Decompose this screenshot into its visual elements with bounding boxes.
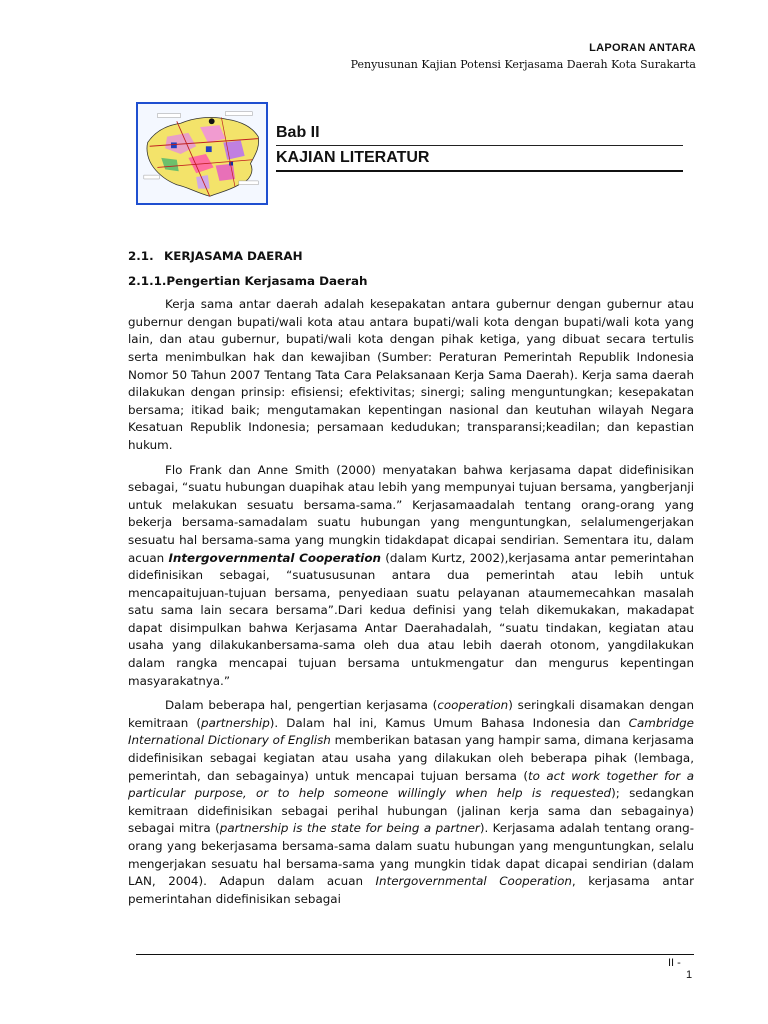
text-run: ) seringkali disamakan dengan kemitraan ( — [128, 698, 695, 730]
text-run: Intergovernmental Cooperation — [375, 874, 572, 889]
page-number: 1 — [686, 969, 693, 981]
document-body — [128, 248, 694, 915]
text-run: Intergovernmental Cooperation — [168, 550, 382, 565]
text-run: Cambridge International Dictionary of English — [128, 715, 694, 748]
paragraph — [128, 462, 694, 691]
section-title: KERJASAMA DAERAH — [164, 249, 303, 263]
chapter-underline — [276, 170, 683, 172]
text-run: cooperation — [437, 698, 509, 713]
chapter-label: Bab II — [276, 124, 320, 141]
footer-divider — [136, 954, 694, 955]
text-run: to act work together for a particular purpose, or to help someone willingly when help is requested — [128, 768, 694, 801]
text-run: Dalam beberapa hal, pengertian kerjasama ( — [165, 698, 438, 713]
subsection-heading: 2.1.1.Pengertian Kerjasama Daerah — [128, 273, 368, 288]
section-heading — [128, 248, 694, 266]
page-prefix: II - — [668, 957, 681, 969]
text-run: memberikan batasan yang hampir sama, dimana kerjasama didefinisikan sebagai kegiatan atau usaha yang dilakukan oleh beberapa pihak (lembaga, pemerintah, dan sebagainya) untuk mencapai tujuan bersama ( — [128, 733, 694, 783]
paragraph — [128, 697, 694, 908]
city-map-thumbnail — [136, 102, 268, 205]
text-run: ); sedangkan kemitraan didefinisikan sebagai perihal hubungan (jalinan kerja sama dan sebagainya) sebagai mitra ( — [128, 786, 694, 836]
text-run: ). Kerjasama adalah tentang orang-orang yang bekerjasama bersama-sama dalam suatu hubungan yang menguntungkan, selalu mengerjakan sesuatu hal bersama-sama yang mungkin tidak dapat dicapai sendirian (dalam LAN, 2004). Adapun dalam acuan — [128, 821, 695, 889]
text-run: ). Dalam hal ini, Kamus Umum Bahasa Indonesia dan — [269, 715, 629, 730]
text-run: partnership is the state for being a partner — [219, 821, 480, 836]
chapter-title: KAJIAN LITERATUR — [276, 149, 430, 166]
text-run: Kerja sama antar daerah adalah kesepakatan antara gubernur dengan gubernur atau gubernur dengan bupati/wali kota atau antara bupati/wali kota dengan bupati/wali kota yang lain, dan atau gubernur, bupati/wali kota dengan pihak ketiga, yang dibuat secara tertulis serta menimbulkan hak dan kewajiban (Sumber: Peraturan Pemerintah Republik Indonesia Nomor 50 Tahun 2007 Tentang Tata Cara Pelaksanaan Kerja Sama Daerah). Kerja sama daerah dilakukan dengan prinsip: efisiensi; efektivitas; sinergi; saling menguntungkan; kesepakatan bersama; itikad baik; mengutamakan kepentingan nasional dan keutuhan wilayah Negara Kesatuan Republik Indonesia; persamaan kedudukan; transparansi;keadilan; dan kepastian hukum. — [128, 297, 694, 452]
report-subtitle: Penyusunan Kajian Potensi Kerjasama Daerah Kota Surakarta — [350, 58, 696, 71]
text-run: , kerjasama antar pemerintahan didefinisikan sebagai — [128, 874, 694, 906]
text-run: (dalam Kurtz, 2002),kerjasama antar pemerintahan didefinisikan sebagai, “suatususunan antara dua pemerintah atau lebih untuk mencapaitujuan-tujuan bersama, penyediaan suatu pelayanan ataumemecahkan masalah satu sama lain secara bersama”.Dari kedua definisi yang telah dikemukakan, makadapat dapat disimpulkan bahwa Kerjasama Antar Daerahadalah, “suatu tindakan, kegiatan atau usaha yang dilakukanbersama-sama oleh dua atau lebih daerah otonom, yangdilakukan dalam rangka mencapai tujuan bersama untukmengatur dan mengurus kepentingan masyarakatnya.” — [128, 550, 695, 688]
paragraph — [128, 296, 694, 454]
text-run: Flo Frank dan Anne Smith (2000) menyatakan bahwa kerjasama dapat didefinisikan sebagai, “suatu hubungan duapihak atau lebih yang mempunyai tujuan bersama, yangberjanji untuk melakukan sesuatu bersama-sama.” Kerjasamaadalah tentang orang-orang yang bekerja bersama-samadalam suatu hubungan yang menguntungkan, selalumengerjakan sesuatu hal bersama-sama yang mungkin tidakdapat dicapai sendirian. Sementara itu, dalam acuan — [128, 462, 694, 565]
text-run: partnership — [201, 715, 270, 730]
report-title: LAPORAN ANTARA — [589, 42, 696, 54]
chapter-divider — [276, 145, 683, 146]
section-number: 2.1. — [128, 249, 154, 263]
